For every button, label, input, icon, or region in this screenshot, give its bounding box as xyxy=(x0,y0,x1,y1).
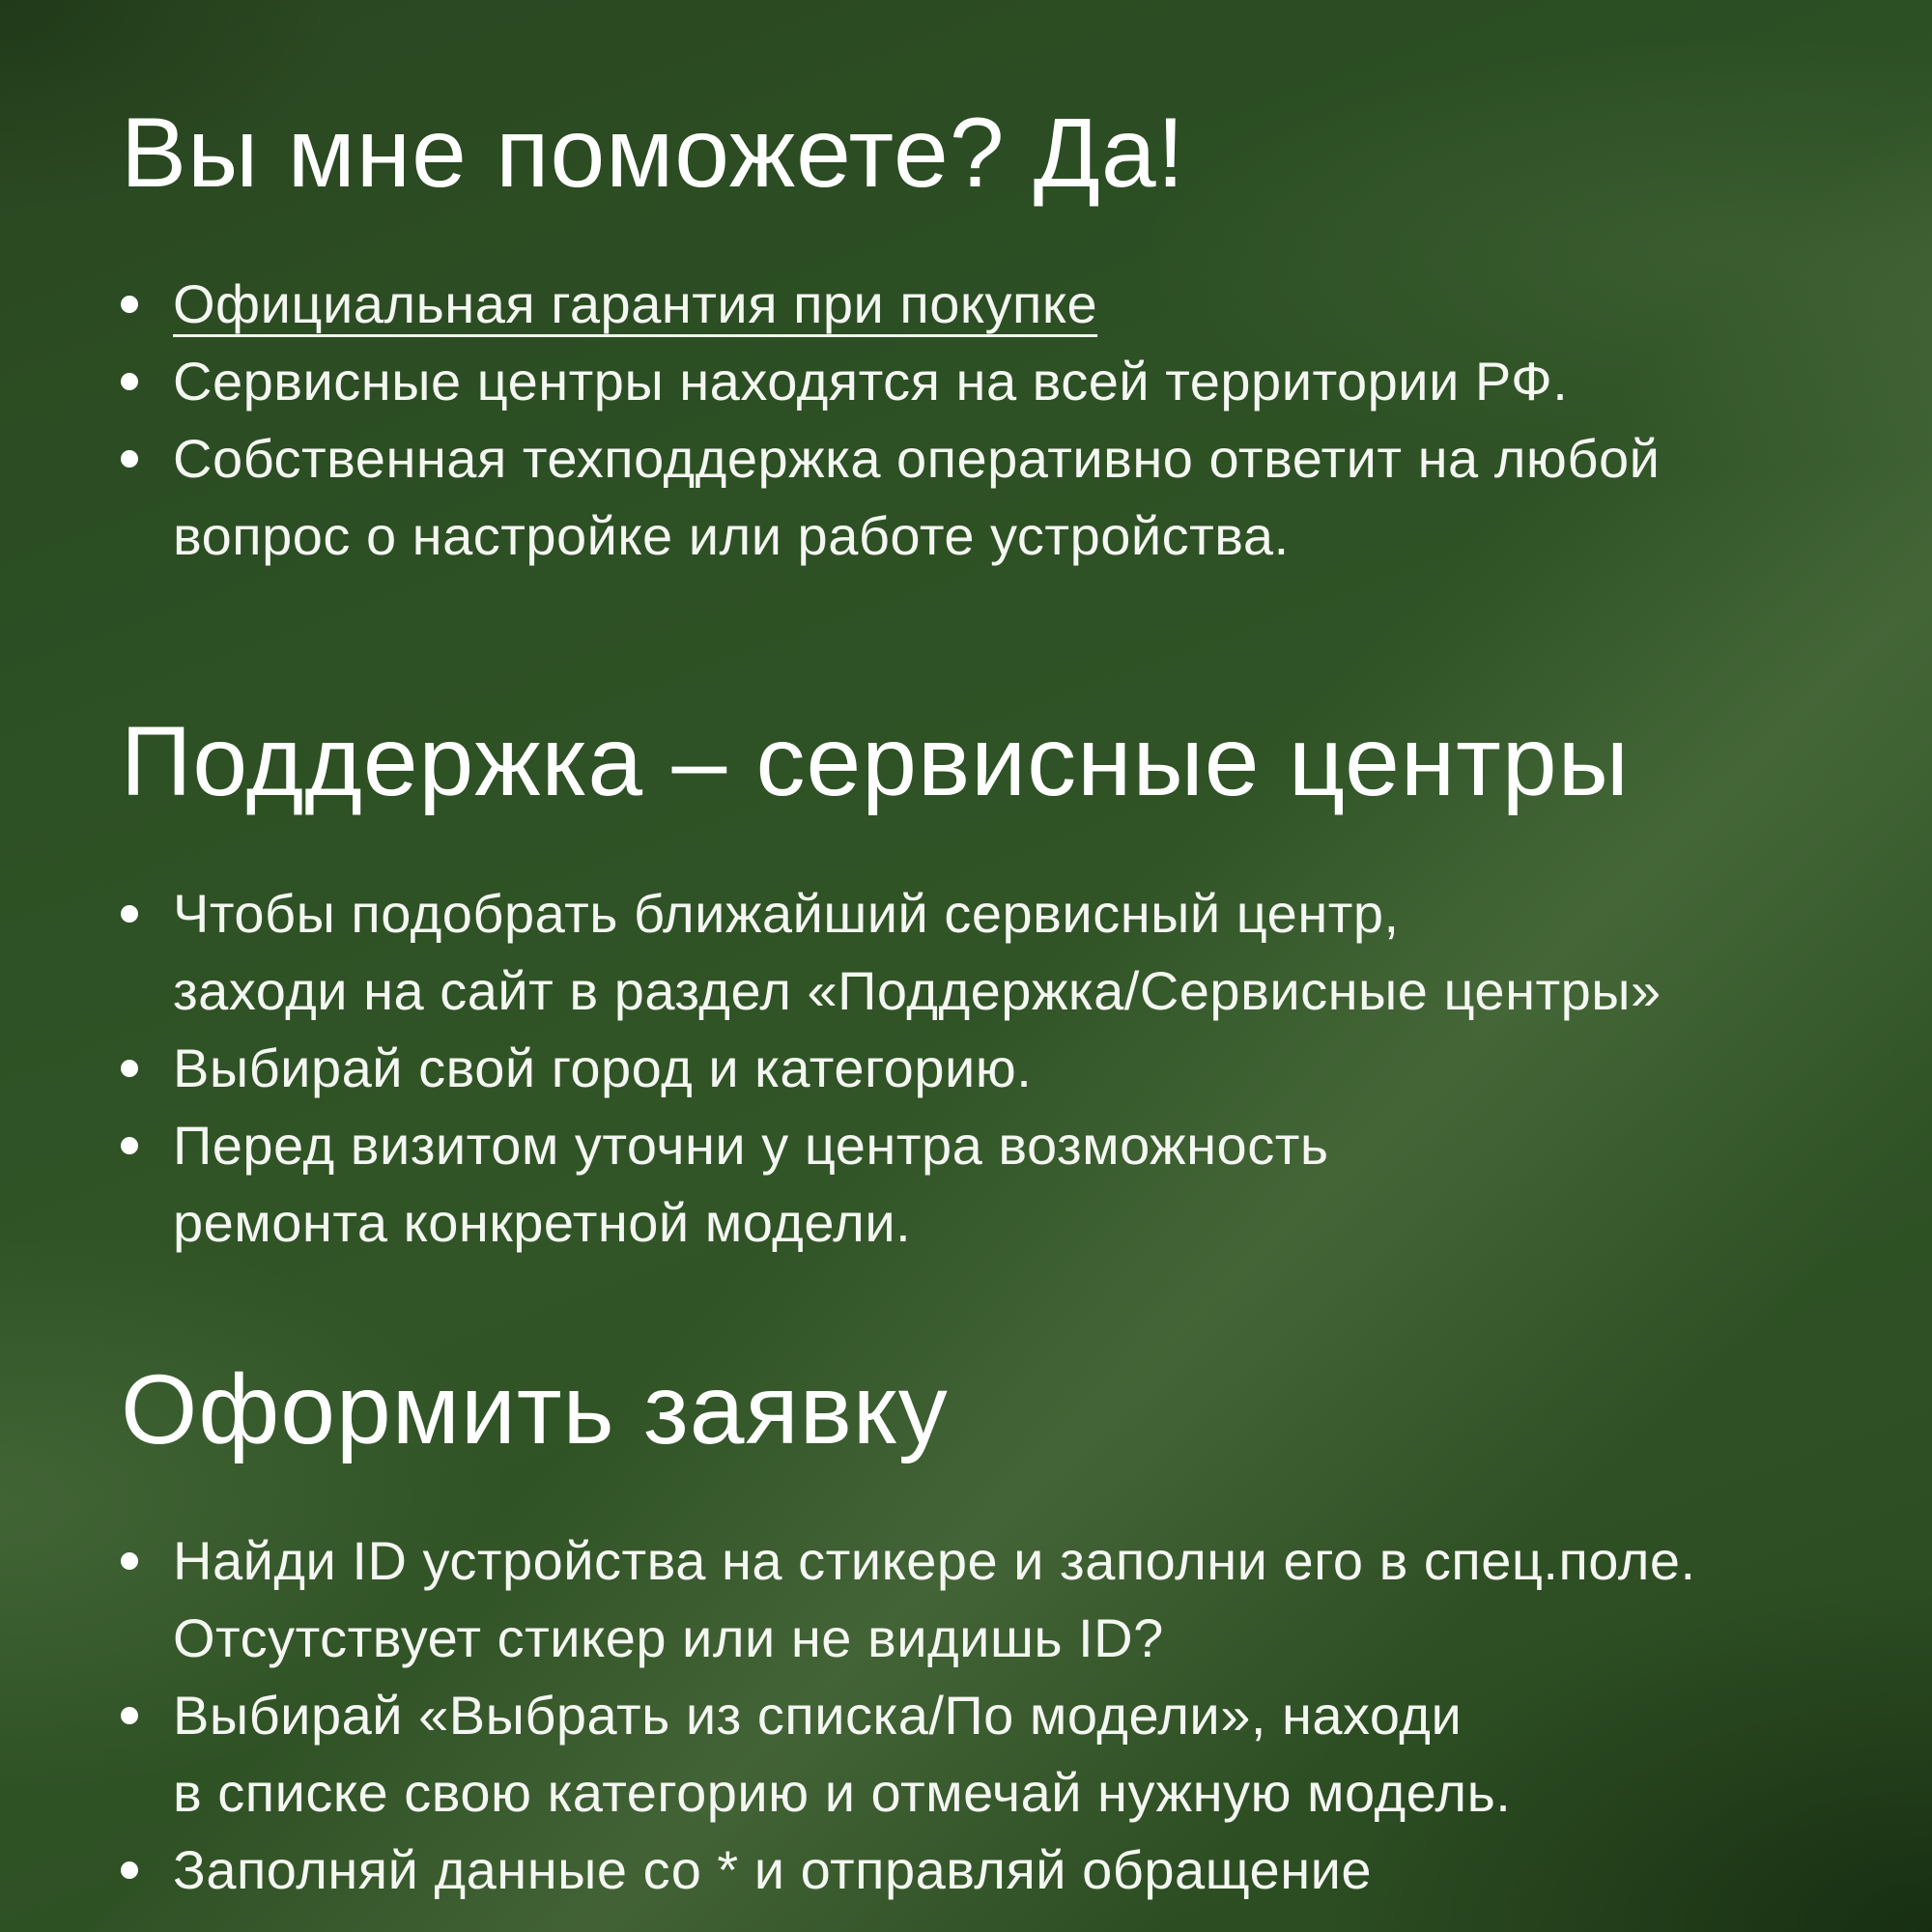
bullet-line: Найди ID устройства на стикере и заполни его в спец.поле. xyxy=(173,1529,1696,1591)
bullet-line: Заполняй данные со * и отправляй обращение xyxy=(173,1838,1373,1900)
bullet-dot-icon xyxy=(121,1861,138,1879)
bullet-text xyxy=(173,875,1662,1030)
bullet-text xyxy=(173,1107,1329,1262)
bullet-item xyxy=(121,1832,1845,1909)
section-title-help: Вы мне поможете? Да! xyxy=(121,98,1185,208)
bullet-text xyxy=(173,1832,1372,1909)
bullet-dot-icon xyxy=(121,1060,138,1077)
bullet-dot-icon xyxy=(121,296,138,313)
bullet-item xyxy=(121,343,1845,420)
bullet-text xyxy=(173,1522,1696,1677)
bullet-line: Отсутствует стикер или не видишь ID? xyxy=(173,1606,1164,1668)
bullet-item xyxy=(121,875,1845,1030)
bullet-text xyxy=(173,1677,1511,1832)
bullet-dot-icon xyxy=(121,1137,138,1154)
bullet-dot-icon xyxy=(121,373,138,390)
bullet-line: вопрос о настройке или работе устройства. xyxy=(173,505,1290,567)
bullet-line: Перед визитом уточни у центра возможность xyxy=(173,1114,1329,1176)
bullet-dot-icon xyxy=(121,1552,138,1570)
bullet-list-service-centers xyxy=(121,875,1845,1262)
bullet-item xyxy=(121,266,1845,343)
bullet-dot-icon xyxy=(121,905,138,923)
bullet-dot-icon xyxy=(121,450,138,468)
bullet-line: Сервисные центры находятся на всей территории РФ. xyxy=(173,351,1569,412)
bullet-item xyxy=(121,1030,1845,1107)
section-title-service-centers: Поддержка – сервисные центры xyxy=(121,706,1630,817)
warranty-link[interactable]: Официальная гарантия при покупке xyxy=(173,273,1098,335)
bullet-line: Выбирай «Выбрать из списка/По модели», находи xyxy=(173,1684,1463,1746)
bullet-dot-icon xyxy=(121,1707,138,1724)
bullet-line: ремонта конкретной модели. xyxy=(173,1191,912,1253)
section-request xyxy=(121,1353,1845,1909)
bullet-line: Чтобы подобрать ближайший сервисный центр, xyxy=(173,882,1400,944)
bullet-line: в списке свою категорию и отмечай нужную модель. xyxy=(173,1761,1512,1823)
bullet-item xyxy=(121,1522,1845,1677)
bullet-line: Собственная техподдержка оперативно ответит на любой xyxy=(173,428,1661,490)
section-help xyxy=(121,97,1845,575)
bullet-list-request xyxy=(121,1522,1845,1909)
bullet-line: Выбирай свой город и категорию. xyxy=(173,1037,1033,1098)
section-title-request: Оформить заявку xyxy=(121,1353,949,1464)
bullet-text xyxy=(173,343,1568,420)
bullet-item xyxy=(121,1107,1845,1262)
bullet-text xyxy=(173,420,1660,575)
bullet-item xyxy=(121,420,1845,575)
bullet-text xyxy=(173,1030,1032,1107)
section-service-centers xyxy=(121,705,1845,1261)
bullet-list-help xyxy=(121,266,1845,575)
bullet-text xyxy=(173,266,1097,343)
bullet-line: заходи на сайт в раздел «Поддержка/Сервисные центры» xyxy=(173,959,1662,1021)
bullet-item xyxy=(121,1677,1845,1832)
